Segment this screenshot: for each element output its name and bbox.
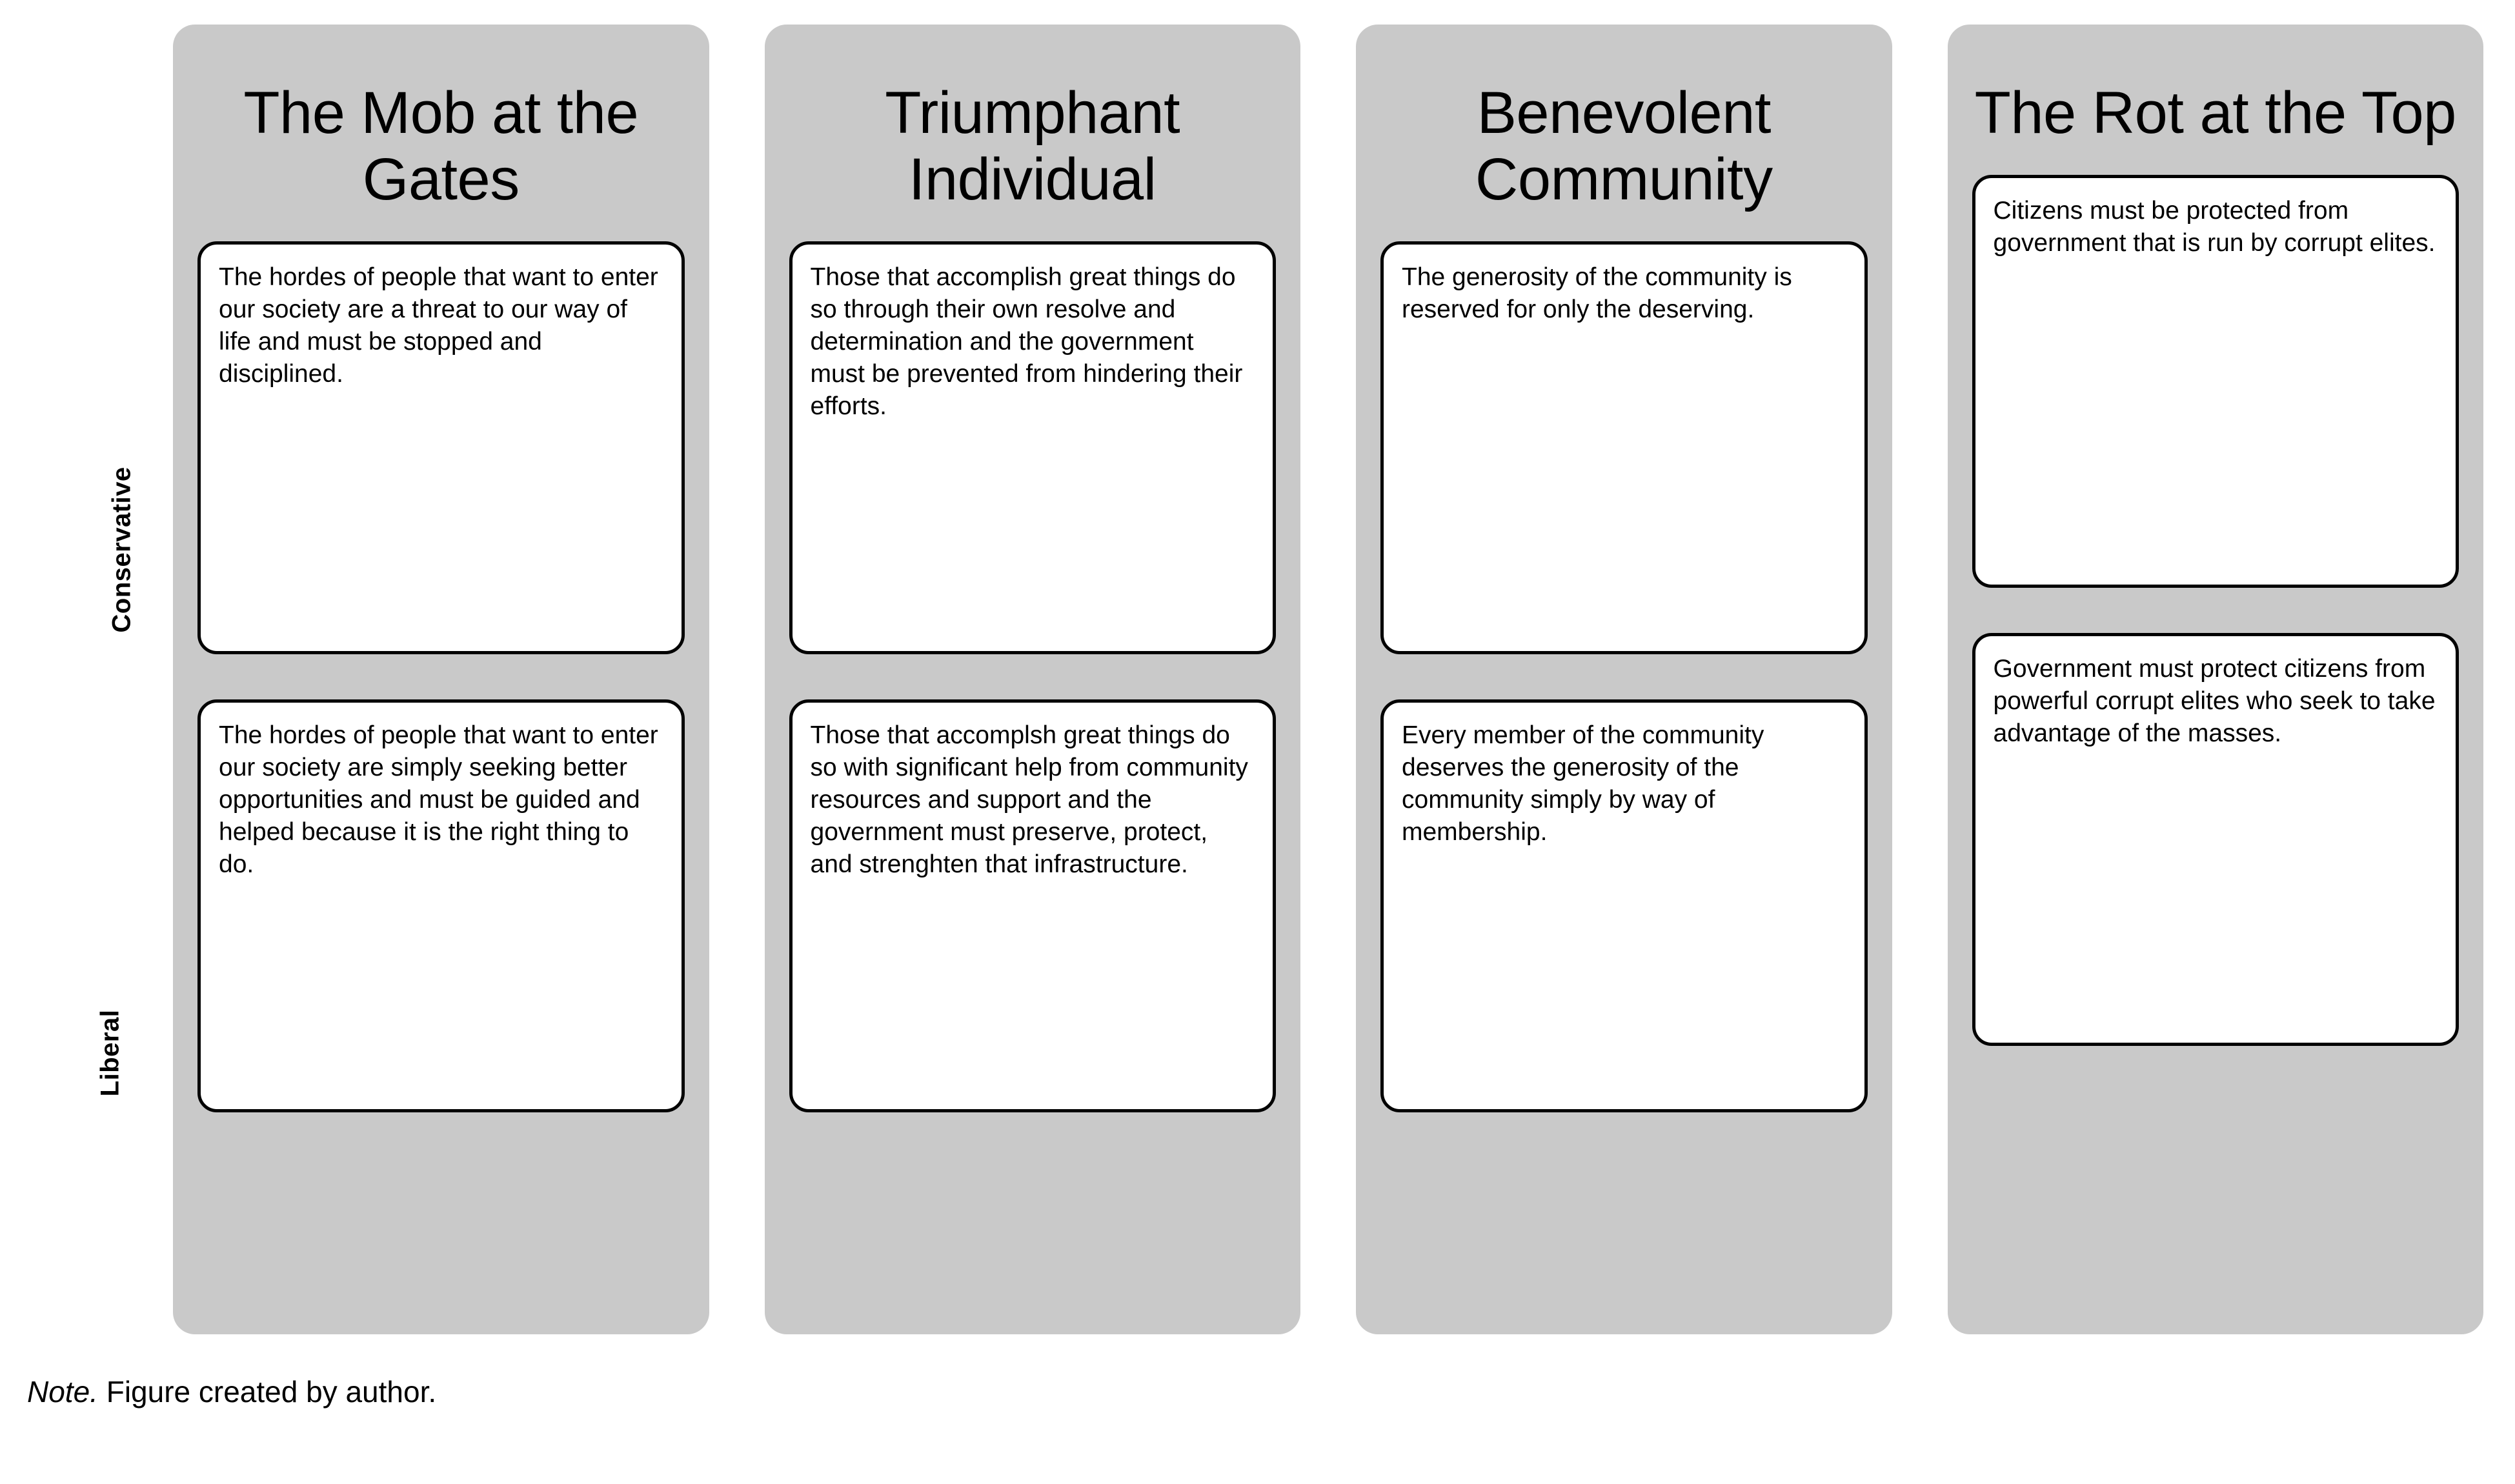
figure-note-text: Figure created by author. xyxy=(106,1375,437,1409)
row-label-liberal xyxy=(39,1009,181,1097)
column-title: The Rot at the Top xyxy=(1974,80,2456,146)
column-title: Benevolent Community xyxy=(1475,80,1773,213)
row-label-group xyxy=(39,0,181,1342)
figure-note xyxy=(27,1374,436,1409)
column-mob-at-the-gates xyxy=(173,25,709,1334)
row-label-liberal-text: Liberal xyxy=(96,1009,124,1097)
cell-liberal: Every member of the community deserves the generosity of the community simply by way of membership. xyxy=(1380,699,1868,1112)
cell-conservative: Those that accomplish great things do so through their own resolve and determination and the government must be prevented from hindering their efforts. xyxy=(789,241,1277,654)
column-triumphant-individual xyxy=(765,25,1301,1334)
cell-liberal: The hordes of people that want to enter our society are simply seeking better opportunities and must be guided and helped because it is the right thing to do. xyxy=(197,699,685,1112)
column-title: The Mob at the Gates xyxy=(243,80,639,213)
figure-note-label: Note. xyxy=(27,1375,98,1409)
column-benevolent-community xyxy=(1356,25,1892,1334)
column-cells xyxy=(197,241,685,1151)
row-label-conservative xyxy=(39,466,181,633)
cell-conservative: Citizens must be protected from government that is run by corrupt elites. xyxy=(1972,175,2459,588)
cell-conservative: The generosity of the community is reserved for only the deserving. xyxy=(1380,241,1868,654)
cell-liberal: Government must protect citizens from powerful corrupt elites who seek to take advantage of the masses. xyxy=(1972,633,2459,1046)
column-cells xyxy=(1972,175,2459,1085)
column-rot-at-the-top xyxy=(1948,25,2484,1334)
row-label-conservative-text: Conservative xyxy=(107,466,136,633)
cell-liberal: Those that accomplsh great things do so with significant help from community resources and support and the government must preserve, protect, and strenghten that infrastructure. xyxy=(789,699,1277,1112)
column-cells xyxy=(1380,241,1868,1151)
columns-container xyxy=(173,25,2483,1334)
column-cells xyxy=(789,241,1277,1151)
column-title: Triumphant Individual xyxy=(885,80,1180,213)
cell-conservative: The hordes of people that want to enter our society are a threat to our way of life and must be stopped and disciplined. xyxy=(197,241,685,654)
